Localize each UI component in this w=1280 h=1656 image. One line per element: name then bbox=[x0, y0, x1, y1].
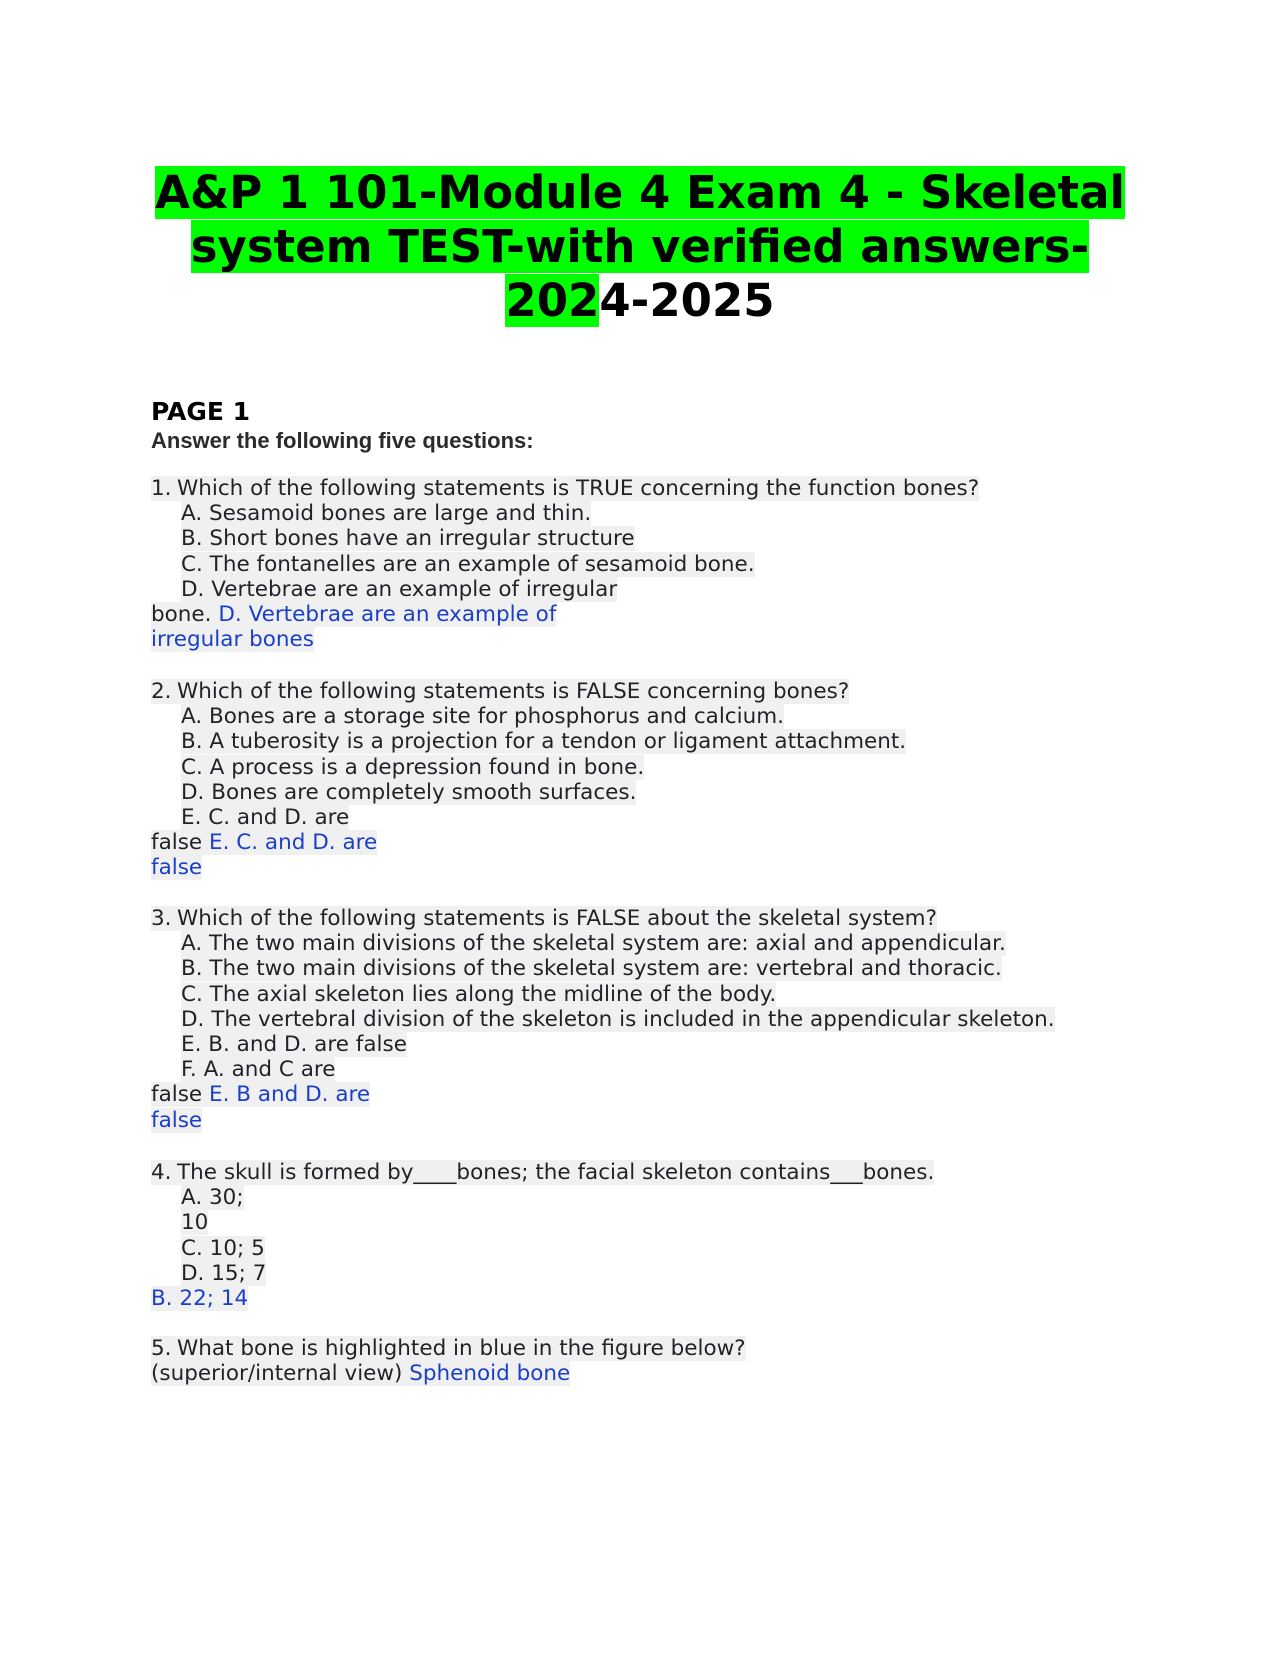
question-number: 2. bbox=[151, 679, 177, 704]
question-1 bbox=[151, 476, 979, 652]
title-line-3-highlighted: 202 bbox=[505, 274, 600, 327]
option: 10 bbox=[181, 1210, 209, 1236]
answer-continued: false bbox=[151, 1107, 203, 1133]
option: A. 30; bbox=[181, 1185, 244, 1211]
question-text: What bone is highlighted in blue in the figure below? bbox=[177, 1336, 746, 1361]
question-text: Which of the following statements is FALSE about the skeletal system? bbox=[177, 906, 938, 931]
option: A. Sesamoid bones are large and thin. bbox=[181, 501, 592, 527]
option: B. The two main divisions of the skeletal system are: vertebral and thoracic. bbox=[181, 956, 1002, 982]
question-text: The skull is formed by____bones; the facial skeleton contains___bones. bbox=[177, 1160, 935, 1185]
title-line-3-rest: 4-2025 bbox=[599, 274, 775, 327]
option: F. A. and C are bbox=[181, 1057, 336, 1083]
option: C. A process is a depression found in bone. bbox=[181, 754, 645, 780]
question-4 bbox=[151, 1160, 934, 1311]
option: D. Vertebrae are an example of irregular bbox=[181, 576, 618, 602]
option: C. 10; 5 bbox=[181, 1235, 265, 1261]
option: B. A tuberosity is a projection for a tendon or ligament attachment. bbox=[181, 729, 907, 755]
answer: E. C. and D. are bbox=[209, 830, 378, 856]
question-number: 3. bbox=[151, 906, 177, 931]
question-5 bbox=[151, 1336, 746, 1386]
answer: E. B and D. are bbox=[209, 1082, 371, 1108]
option: D. Bones are completely smooth surfaces. bbox=[181, 779, 637, 805]
title-line-2: system TEST-with verified answers- bbox=[190, 220, 1090, 273]
option-tail: bone. bbox=[151, 602, 212, 628]
question-number: 1. bbox=[151, 476, 177, 501]
question-text-continued: (superior/internal view) bbox=[151, 1361, 403, 1387]
document-title bbox=[130, 166, 1150, 328]
option: D. 15; 7 bbox=[181, 1260, 267, 1286]
option-tail: false bbox=[151, 830, 203, 856]
answer-continued: false bbox=[151, 855, 203, 881]
question-text: Which of the following statements is FALSE concerning bones? bbox=[177, 679, 850, 704]
question-2 bbox=[151, 679, 906, 881]
option: C. The fontanelles are an example of sesamoid bone. bbox=[181, 551, 755, 577]
question-text: Which of the following statements is TRUE concerning the function bones? bbox=[177, 476, 980, 501]
question-number: 4. bbox=[151, 1160, 177, 1185]
option: C. The axial skeleton lies along the midline of the body. bbox=[181, 981, 777, 1007]
question-3 bbox=[151, 906, 1055, 1133]
answer: B. 22; 14 bbox=[151, 1286, 249, 1312]
question-number: 5. bbox=[151, 1336, 177, 1361]
option: D. The vertebral division of the skeleton is included in the appendicular skeleton. bbox=[181, 1006, 1055, 1032]
answer: D. Vertebrae are an example of bbox=[218, 602, 557, 628]
option: A. The two main divisions of the skeletal system are: axial and appendicular. bbox=[181, 931, 1006, 957]
answer-continued: irregular bones bbox=[151, 627, 314, 653]
option: B. Short bones have an irregular structure bbox=[181, 526, 635, 552]
title-line-1: A&P 1 101-Module 4 Exam 4 - Skeletal bbox=[155, 166, 1125, 219]
option: A. Bones are a storage site for phosphorus and calcium. bbox=[181, 704, 784, 730]
page-label: PAGE 1 bbox=[151, 397, 251, 426]
option-tail: false bbox=[151, 1082, 203, 1108]
option: E. B. and D. are false bbox=[181, 1032, 407, 1058]
option: E. C. and D. are bbox=[181, 805, 350, 831]
instructions: Answer the following five questions: bbox=[151, 428, 534, 453]
answer: Sphenoid bone bbox=[409, 1361, 571, 1387]
